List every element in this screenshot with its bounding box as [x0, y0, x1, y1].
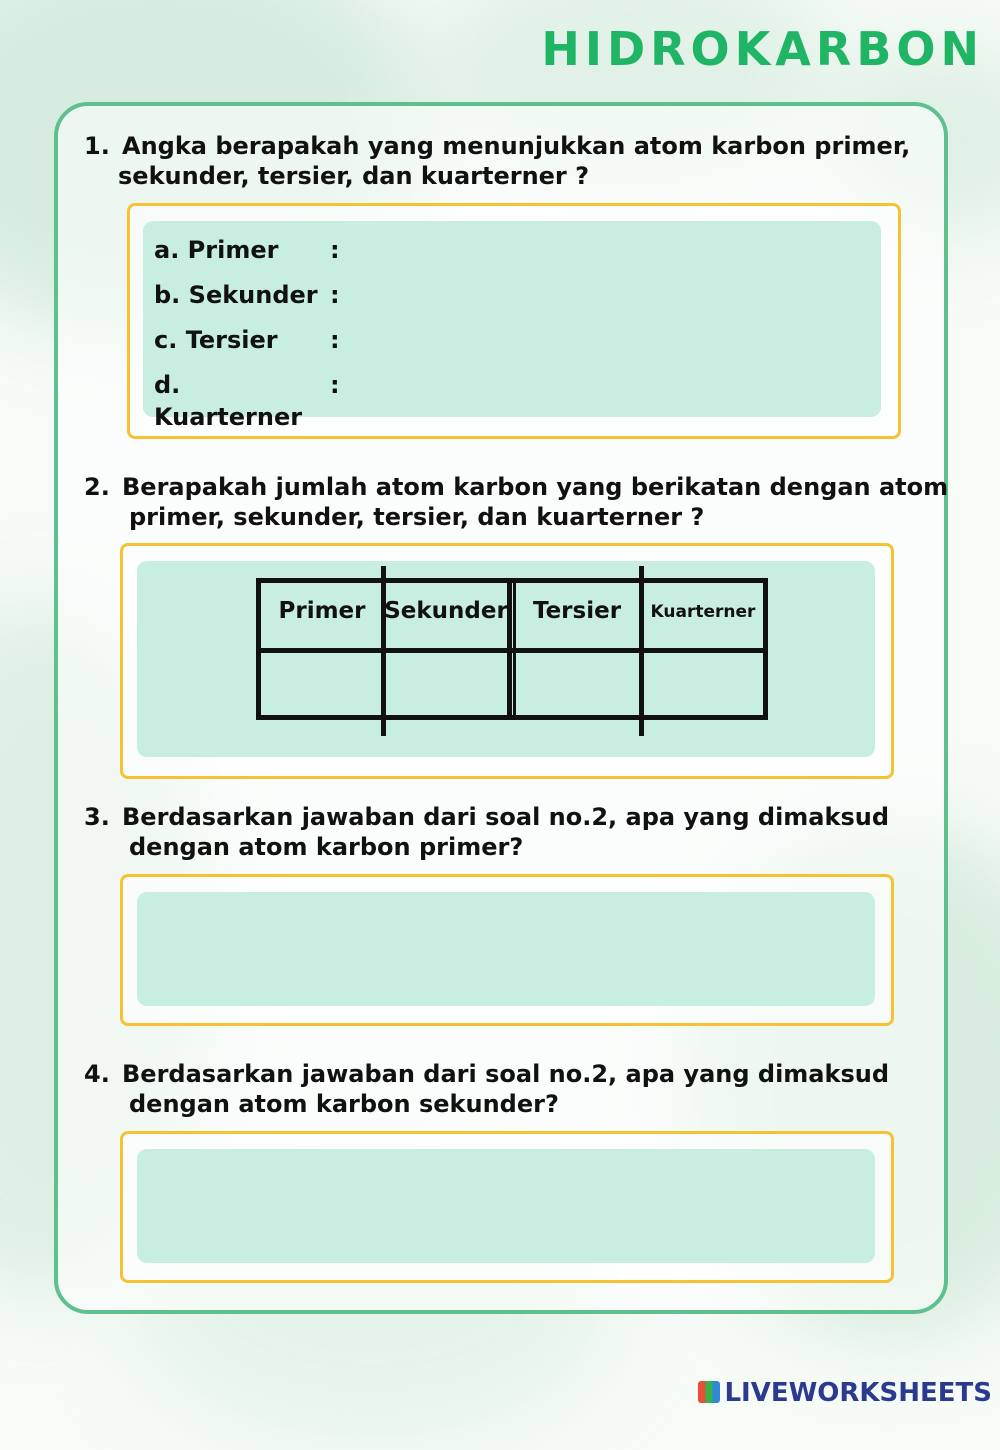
liveworksheets-logo: LIVEWORKSHEETS	[698, 1378, 992, 1408]
question-4	[84, 1059, 889, 1119]
table-cell-tersier-input[interactable]	[517, 654, 638, 714]
liveworksheets-logo-icon	[698, 1381, 720, 1403]
question-2-number: 2.	[84, 473, 110, 501]
question-2-text-line1: Berapakah jumlah atom karbon yang berikatan dengan atom	[122, 473, 949, 501]
answer-input-4[interactable]	[137, 1149, 875, 1263]
table-cell-primer-input[interactable]	[262, 654, 380, 714]
list-item-sekunder: b. Sekunder :	[154, 281, 340, 309]
answer-input-3[interactable]	[137, 892, 875, 1006]
question-1	[84, 131, 910, 191]
question-3	[84, 802, 889, 862]
question-2	[84, 472, 948, 532]
question-1-text-line1: Angka berapakah yang menunjukkan atom karbon primer,	[122, 132, 911, 160]
list-item-kuarterner: d. Kuarterner :	[154, 371, 340, 431]
table-cell-sekunder-input[interactable]	[387, 654, 506, 714]
table-header-kuarterner: Kuarterner	[650, 602, 756, 622]
question-3-number: 3.	[84, 803, 110, 831]
carbon-count-table	[256, 578, 768, 720]
table-header-sekunder: Sekunder	[384, 598, 508, 624]
question-4-text-line2: dengan atom karbon sekunder?	[129, 1090, 559, 1118]
question-1-number: 1.	[84, 132, 110, 160]
question-4-text-line1: Berdasarkan jawaban dari soal no.2, apa yang dimaksud	[122, 1060, 890, 1088]
question-4-number: 4.	[84, 1060, 110, 1088]
table-cell-kuarterner-input[interactable]	[645, 654, 762, 714]
question-3-text-line1: Berdasarkan jawaban dari soal no.2, apa yang dimaksud	[122, 803, 890, 831]
list-item-tersier: c. Tersier :	[154, 326, 340, 354]
table-header-tersier: Tersier	[532, 598, 622, 624]
page-title: HIDROKARBON	[541, 22, 984, 76]
list-item-primer: a. Primer :	[154, 236, 340, 264]
answer-list-1	[154, 234, 340, 431]
question-1-text-line2: sekunder, tersier, dan kuarterner ?	[118, 162, 590, 190]
question-2-text-line2: primer, sekunder, tersier, dan kuarterner ?	[129, 503, 705, 531]
table-header-primer: Primer	[278, 598, 366, 624]
question-3-text-line2: dengan atom karbon primer?	[129, 833, 524, 861]
